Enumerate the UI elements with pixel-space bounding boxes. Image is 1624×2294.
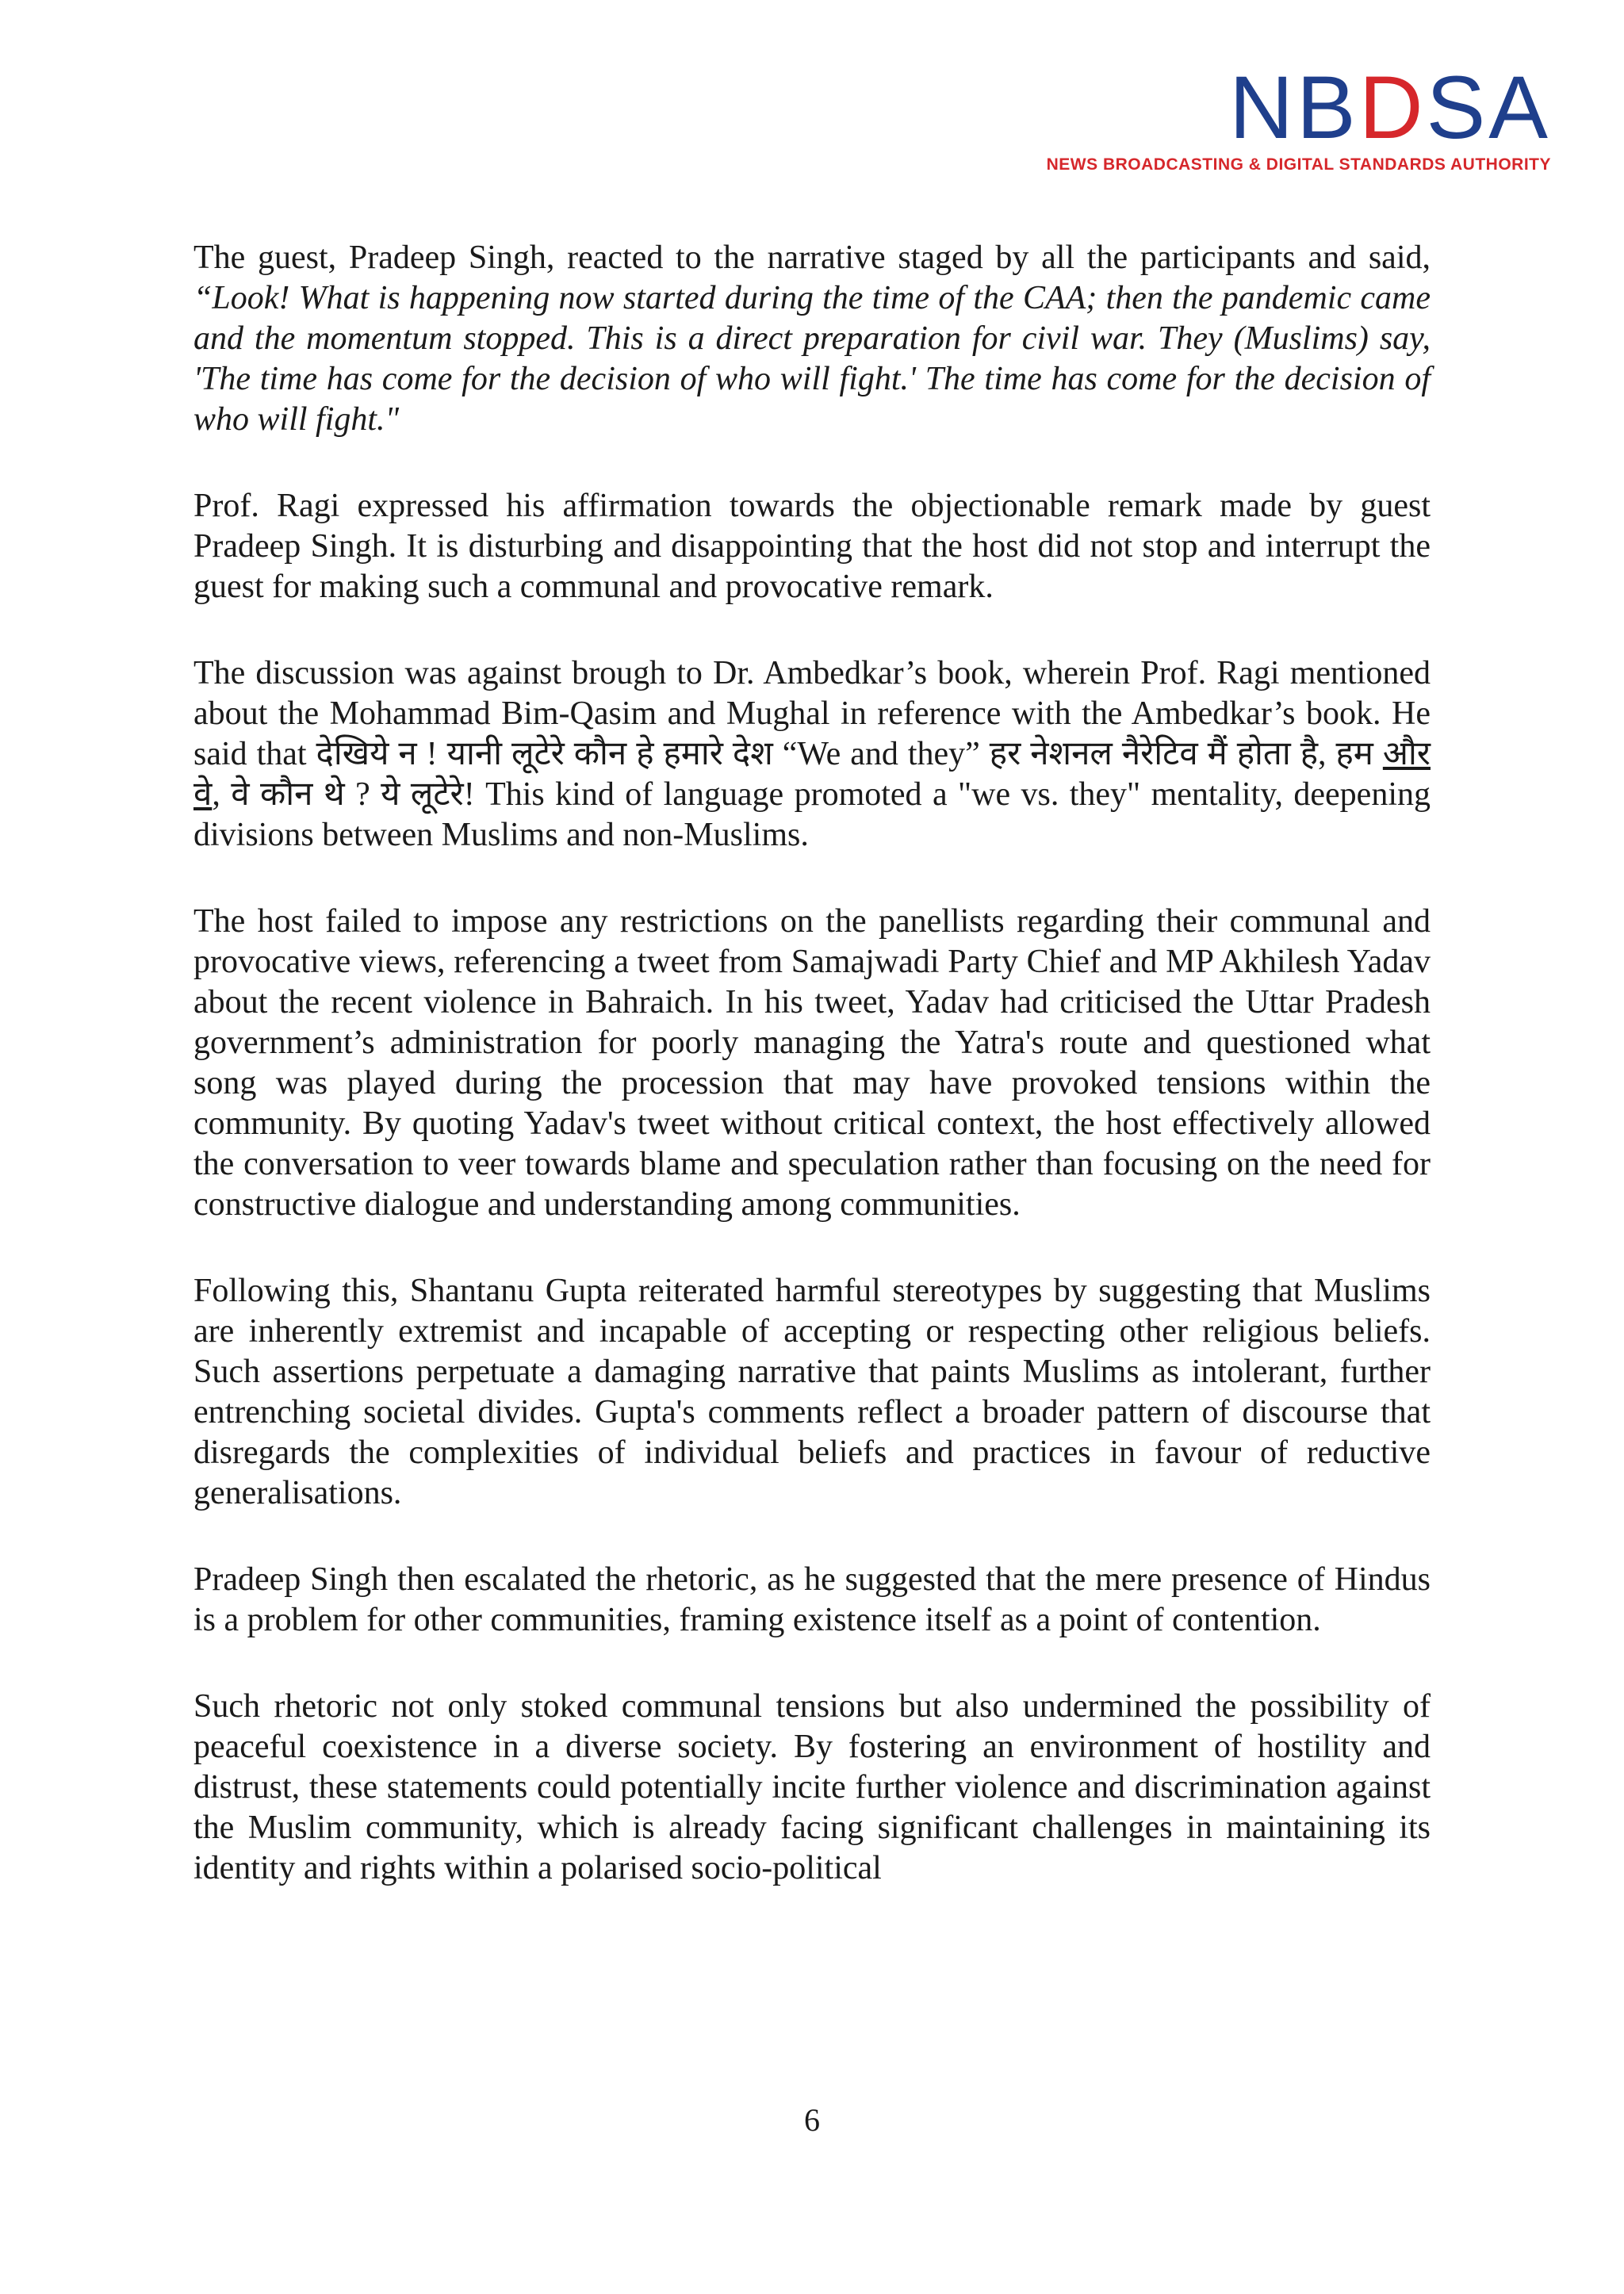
paragraph-such-rhetoric: Such rhetoric not only stoked communal tensions but also undermined the possibility of peaceful coexistence in a diverse society. By fostering an environment of hostility and distrust, these statements could potentially incite further violence and discrimination against the Muslim community, which is already facing significant challenges in maintaining its identity and rights within a polarised socio-political	[193, 1688, 1431, 1886]
logo-letter-n: N	[1229, 58, 1297, 157]
paragraph-ambedkar-book	[193, 653, 1431, 856]
paragraph-pradeep-escalated: Pradeep Singh then escalated the rhetoric, as he suggested that the mere presence of Hindus is a problem for other communities, framing existence itself as a point of contention.	[193, 1561, 1431, 1638]
logo-letter-b: B	[1297, 58, 1359, 157]
paragraph-lead: The guest, Pradeep Singh, reacted to the narrative staged by all the participants and said,	[193, 239, 1431, 276]
underlined-hindi-phrase: और वे	[193, 736, 1431, 813]
logo-letter-s: S	[1426, 58, 1489, 157]
paragraph-prof-ragi: Prof. Ragi expressed his affirmation towards the objectionable remark made by guest Pradeep Singh. It is disturbing and disappointing that the host did not stop and interrupt the guest for making such a communal and provocative remark.	[193, 488, 1431, 605]
paragraph-host-failed: The host failed to impose any restrictions on the panellists regarding their communal and provocative views, referencing a tweet from Samajwadi Party Chief and MP Akhilesh Yadav about the recent violence in Bahraich. In his tweet, Yadav had criticised the Uttar Pradesh government’s administration for poorly managing the Yatra's route and questioned what song was played during the procession that may have provoked tensions within the community. By quoting Yadav's tweet without critical context, the host effectively allowed the conversation to veer towards blame and speculation rather than focusing on the need for constructive dialogue and understanding among communities.	[193, 903, 1431, 1223]
paragraph-part: The discussion was against brough to Dr. Ambedkar’s book, wherein Prof. Ragi mentioned about the Mohammad Bim-Qasim and Mughal in reference with the Ambedkar’s book. He said that देखिये न ! यानी लूटेरे कौन हे हमारे देश “We and they” हर नेशनल नैरेटिव मैं होता है, हम	[193, 655, 1431, 772]
logo-letter-a: A	[1488, 58, 1551, 157]
paragraph-shantanu-gupta: Following this, Shantanu Gupta reiterated harmful stereotypes by suggesting that Muslims are inherently extremist and incapable of accepting or respecting other religious beliefs. Such assertions perpetuate a damaging narrative that paints Muslims as intolerant, further entrenching societal divides. Gupta's comments reflect a broader pattern of discourse that disregards the complexities of individual beliefs and practices in favour of reductive generalisations.	[193, 1273, 1431, 1511]
document-body	[193, 238, 1431, 1935]
logo-wordmark	[1047, 58, 1551, 157]
page-number: 6	[804, 2102, 820, 2138]
paragraph-part: , वे कौन थे ? ये लूटेरे! This kind of language promoted a "we vs. they" mentality, deepening divisions between Muslims and non-Muslims.	[193, 776, 1431, 853]
italic-quote: “Look! What is happening now started during the time of the CAA; then the pandemic came and the momentum stopped. This is a direct preparation for civil war. They (Muslims) say, 'The time has come for the decision of who will fight.' The time has come for the decision of who will fight."	[193, 280, 1431, 438]
nbdsa-logo	[1046, 58, 1551, 174]
paragraph-pradeep-singh-quote	[193, 238, 1431, 440]
logo-subtitle: NEWS BROADCASTING & DIGITAL STANDARDS AUTHORITY	[1046, 155, 1551, 174]
logo-letter-d: D	[1358, 58, 1427, 157]
